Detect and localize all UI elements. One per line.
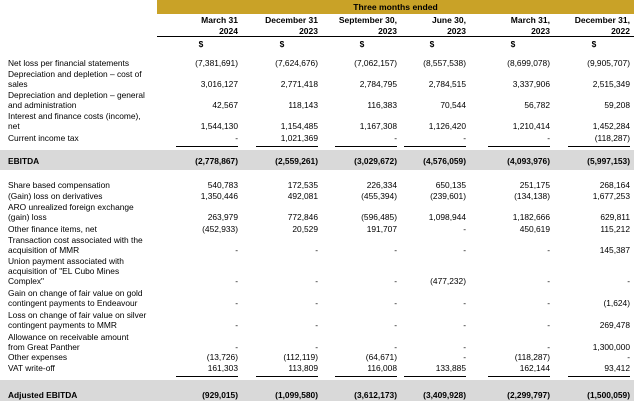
- row-label: Adjusted EBITDA: [8, 390, 78, 400]
- table-cell: -: [627, 352, 630, 362]
- table-cell: (118,287): [514, 352, 550, 362]
- table-cell: 1,126,420: [428, 121, 466, 131]
- table-cell: -: [235, 276, 238, 287]
- table-cell: (1,099,580): [275, 390, 318, 400]
- table-cell: (3,409,928): [423, 390, 466, 400]
- table-cell: 226,334: [366, 180, 397, 190]
- row-label: Union payment associated with: [8, 256, 124, 266]
- table-cell: (477,232): [430, 276, 466, 287]
- header-divider: [157, 36, 634, 37]
- table-cell: 1,350,446: [200, 191, 238, 201]
- table-cell: 2,784,795: [359, 79, 397, 89]
- table-cell: (8,557,538): [423, 58, 466, 68]
- table-cell: 1,677,253: [592, 191, 630, 201]
- table-cell: (1,624): [603, 298, 630, 309]
- table-cell: -: [463, 320, 466, 331]
- table-cell: 118,143: [288, 100, 318, 110]
- row-label: net: [8, 121, 20, 131]
- period-line-1: December 31,: [574, 15, 630, 25]
- table-cell: -: [463, 245, 466, 256]
- table-cell: (5,997,153): [587, 156, 630, 166]
- row-label: and administration: [8, 100, 77, 110]
- period-header: [158, 15, 238, 36]
- table-cell: (3,029,672): [354, 156, 397, 166]
- table-cell: 268,164: [599, 180, 630, 190]
- table-cell: -: [547, 245, 550, 256]
- table-cell: 772,846: [287, 212, 318, 223]
- table-cell: (2,559,261): [275, 156, 318, 166]
- row-label: VAT write-off: [8, 363, 55, 373]
- table-cell: 161,303: [207, 363, 238, 373]
- table-cell: 59,208: [604, 100, 630, 110]
- table-cell: (7,062,157): [354, 58, 397, 68]
- row-label: Current income tax: [8, 133, 79, 143]
- table-cell: 113,809: [288, 363, 318, 373]
- period-headers: [157, 15, 634, 37]
- table-cell: (239,601): [430, 191, 466, 201]
- table-cell: 162,144: [519, 363, 550, 373]
- subtotal-rule: [176, 376, 238, 377]
- table-cell: 629,811: [600, 212, 630, 223]
- row-label: acquisition of MMR: [8, 245, 80, 256]
- table-cell: 263,979: [207, 212, 238, 223]
- period-header: [317, 15, 397, 36]
- table-cell: -: [463, 342, 466, 353]
- table-cell: 1,210,414: [512, 121, 550, 131]
- table-cell: -: [315, 342, 318, 353]
- subtotal-rule: [568, 146, 630, 147]
- table-cell: -: [547, 133, 550, 143]
- table-cell: 93,412: [604, 363, 630, 373]
- row-label: Transaction cost associated with the: [8, 235, 143, 245]
- period-line-1: December 31: [265, 15, 318, 25]
- table-cell: -: [315, 245, 318, 256]
- table-cell: 2,771,418: [280, 79, 318, 89]
- table-cell: -: [463, 298, 466, 309]
- table-cell: 115,212: [600, 224, 630, 234]
- table-cell: -: [394, 133, 397, 143]
- table-cell: 1,021,369: [280, 133, 318, 143]
- table-cell: 145,387: [599, 245, 630, 256]
- table-cell: (4,093,976): [507, 156, 550, 166]
- table-cell: 1,167,308: [359, 121, 397, 131]
- table-cell: 116,383: [367, 100, 397, 110]
- subtotal-rule: [404, 376, 466, 377]
- table-cell: -: [235, 133, 238, 143]
- table-cell: -: [547, 342, 550, 353]
- subtotal-rule: [176, 146, 238, 147]
- table-cell: 1,544,130: [200, 121, 238, 131]
- table-cell: 2,784,515: [428, 79, 466, 89]
- period-line-1: September 30,: [338, 15, 397, 25]
- table-cell: (455,394): [361, 191, 397, 201]
- table-cell: 56,782: [524, 100, 550, 110]
- row-label: Other finance items, net: [8, 224, 97, 234]
- table-cell: 1,300,000: [592, 342, 630, 353]
- table-cell: 2,515,349: [592, 79, 630, 89]
- period-line-2: 2024: [219, 25, 238, 36]
- table-cell: (134,138): [514, 191, 550, 201]
- subtotal-rule: [335, 376, 397, 377]
- table-cell: (7,624,676): [275, 58, 318, 68]
- period-header: [470, 15, 550, 36]
- row-label: contingent payments to MMR: [8, 320, 117, 331]
- table-cell: -: [547, 276, 550, 287]
- row-label: Other expenses: [8, 352, 68, 362]
- table-cell: -: [394, 245, 397, 256]
- currency-symbol: $: [510, 39, 516, 49]
- row-label: Loss on change of fair value on silver: [8, 310, 147, 320]
- table-cell: 20,529: [292, 224, 318, 234]
- table-cell: 3,016,127: [200, 79, 238, 89]
- table-cell: -: [394, 276, 397, 287]
- period-line-1: June 30,: [431, 15, 466, 25]
- row-label: EBITDA: [8, 156, 40, 166]
- table-cell: 133,885: [435, 363, 466, 373]
- table-cell: -: [394, 342, 397, 353]
- table-cell: (7,381,691): [195, 58, 238, 68]
- period-header: [386, 15, 466, 36]
- header-title: Three months ended: [353, 2, 438, 12]
- table-cell: -: [394, 320, 397, 331]
- table-cell: (13,726): [206, 352, 238, 362]
- table-cell: (929,015): [202, 390, 238, 400]
- subtotal-rule: [568, 376, 630, 377]
- row-label: Interest and finance costs (income),: [8, 111, 141, 121]
- row-label: Complex": [8, 276, 45, 287]
- period-line-1: March 31,: [510, 15, 550, 25]
- row-label: (Gain) loss on derivatives: [8, 191, 103, 201]
- table-cell: 251,175: [519, 180, 550, 190]
- table-cell: 116,008: [367, 363, 397, 373]
- table-cell: 172,535: [287, 180, 318, 190]
- table-cell: -: [315, 276, 318, 287]
- table-cell: -: [235, 298, 238, 309]
- currency-symbol: $: [429, 39, 435, 49]
- table-cell: (4,576,059): [423, 156, 466, 166]
- subtotal-rule: [335, 146, 397, 147]
- table-cell: (112,119): [283, 352, 318, 362]
- table-cell: (9,905,707): [587, 58, 630, 68]
- row-label: Depreciation and depletion – cost of: [8, 69, 142, 79]
- subtotal-rule: [488, 376, 550, 377]
- table-cell: 1,452,284: [592, 121, 630, 131]
- subtotal-rule: [404, 146, 466, 147]
- table-cell: (596,485): [361, 212, 397, 223]
- table-cell: (2,778,867): [195, 156, 238, 166]
- table-cell: -: [315, 298, 318, 309]
- period-line-2: 2022: [611, 25, 630, 36]
- table-cell: 492,081: [287, 191, 318, 201]
- row-label: contingent payments to Endeavour: [8, 298, 138, 309]
- table-cell: -: [235, 342, 238, 353]
- period-header: [550, 15, 630, 36]
- subtotal-rule: [256, 376, 318, 377]
- table-cell: 191,707: [366, 224, 397, 234]
- table-cell: (118,287): [594, 133, 630, 143]
- table-cell: -: [463, 352, 466, 362]
- table-cell: -: [394, 298, 397, 309]
- table-cell: 1,182,666: [512, 212, 550, 223]
- table-cell: 1,154,485: [280, 121, 318, 131]
- table-cell: 3,337,906: [512, 79, 550, 89]
- row-label: ARO unrealized foreign exchange: [8, 202, 134, 212]
- table-cell: -: [463, 133, 466, 143]
- subtotal-rule: [488, 146, 550, 147]
- table-cell: 269,478: [599, 320, 630, 331]
- table-cell: -: [315, 320, 318, 331]
- table-cell: 1,098,944: [428, 212, 466, 223]
- row-label: acquisition of "EL Cubo Mines: [8, 266, 120, 277]
- table-cell: (3,612,173): [354, 390, 397, 400]
- row-label: Depreciation and depletion – general: [8, 90, 145, 100]
- table-cell: -: [235, 320, 238, 331]
- table-cell: -: [547, 320, 550, 331]
- row-label: sales: [8, 79, 28, 89]
- row-label: (gain) loss: [8, 212, 47, 223]
- table-cell: (452,933): [202, 224, 238, 234]
- subtotal-rule: [256, 146, 318, 147]
- table-cell: (1,500,059): [587, 390, 630, 400]
- currency-symbol: $: [279, 39, 285, 49]
- table-cell: 450,619: [519, 224, 550, 234]
- period-line-2: 2023: [299, 25, 318, 36]
- table-cell: -: [463, 224, 466, 234]
- currency-symbol: $: [591, 39, 597, 49]
- period-line-2: 2023: [378, 25, 397, 36]
- table-cell: 540,783: [207, 180, 238, 190]
- period-header: [238, 15, 318, 36]
- table-cell: (64,671): [365, 352, 397, 362]
- table-cell: 650,135: [435, 180, 466, 190]
- period-line-2: 2023: [447, 25, 466, 36]
- table-cell: -: [235, 245, 238, 256]
- table-cell: 42,567: [212, 100, 238, 110]
- row-label: Share based compensation: [8, 180, 110, 190]
- currency-symbol: $: [198, 39, 204, 49]
- table-cell: (2,299,797): [507, 390, 550, 400]
- period-line-2: 2023: [531, 25, 550, 36]
- table-cell: 70,544: [440, 100, 466, 110]
- table-cell: -: [627, 276, 630, 287]
- table-cell: -: [547, 298, 550, 309]
- row-label: Net loss per financial statements: [8, 58, 130, 68]
- row-label: Gain on change of fair value on gold: [8, 288, 143, 298]
- row-label: Allowance on receivable amount: [8, 332, 129, 342]
- row-label: from Great Panther: [8, 342, 80, 353]
- currency-symbol: $: [359, 39, 365, 49]
- table-cell: (8,699,078): [507, 58, 550, 68]
- period-line-1: March 31: [201, 15, 238, 25]
